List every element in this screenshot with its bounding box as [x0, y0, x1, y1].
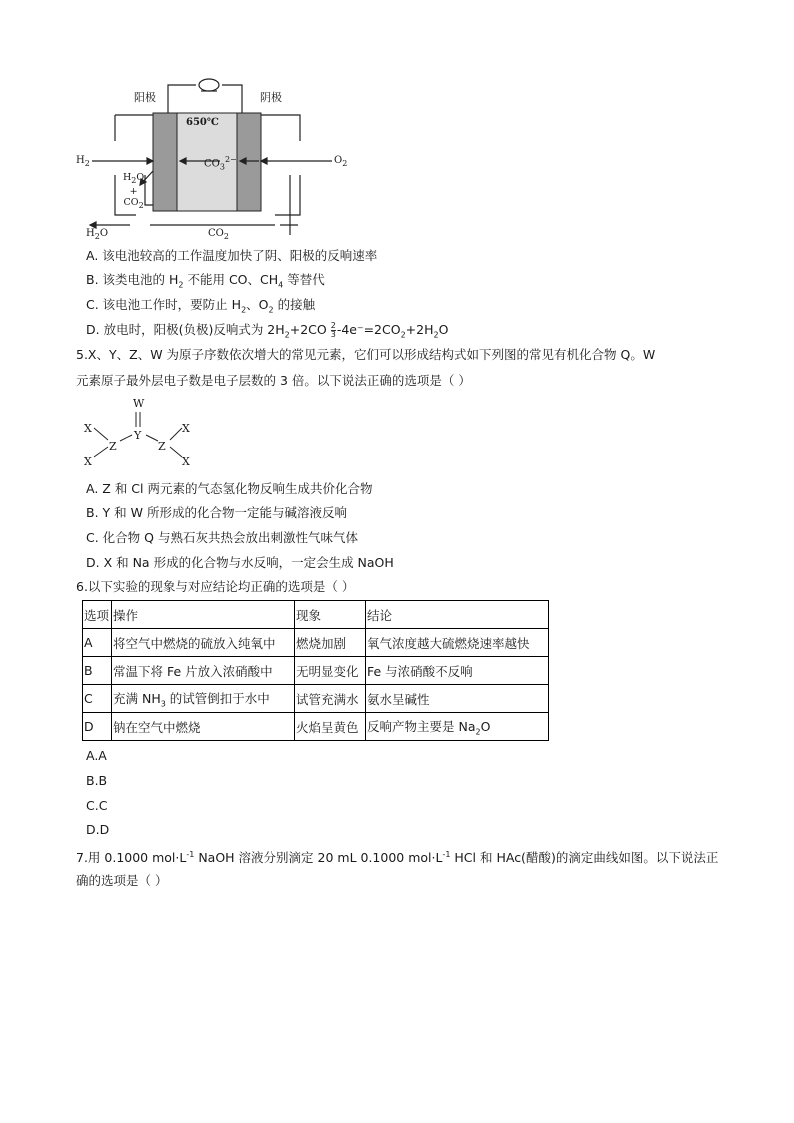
atom-z-left: Z	[109, 440, 117, 453]
temperature-label: 650℃	[186, 117, 219, 128]
q5-option-c: C. 化合物 Q 与熟石灰共热会放出刺激性气味气体	[86, 530, 358, 545]
cathode-label: 阴极	[260, 91, 282, 104]
cell-phenomenon: 试管充满水	[295, 685, 366, 713]
header-conclusion: 结论	[366, 601, 549, 629]
q5-option-a: A. Z 和 Cl 两元素的气态氢化物反响生成共价化合物	[86, 481, 373, 496]
q6-answer-c: C.C	[86, 798, 108, 813]
q5-option-d: D. X 和 Na 形成的化合物与水反响，一定会生成 NaOH	[86, 555, 394, 570]
cell-operation: 钠在空气中燃烧	[112, 713, 295, 741]
q4-option-b: B. 该类电池的 $H_2$ 不能用 CO、$CH_4$ 等替代	[86, 272, 325, 290]
table-row	[83, 685, 549, 713]
header-option: 选项	[83, 601, 112, 629]
atom-x-bottom-left: X	[84, 455, 92, 468]
atom-x-bottom-right: X	[182, 455, 190, 468]
cell-option: B	[83, 657, 112, 685]
table-row	[83, 657, 549, 685]
o2-inlet-label: $O_2$	[334, 155, 348, 168]
q4-option-c: C. 该电池工作时，要防止 $H_2$、$O_2$ 的接触	[86, 297, 316, 315]
atom-y: Y	[134, 429, 142, 442]
q6-stem: 6.以下实验的现象与对应结论均正确的选项是（ ）	[76, 579, 355, 594]
q5-stem-line1: 5.X、Y、Z、W 为原子序数依次增大的常见元素，它们可以形成结构式如下列图的常见有机化合物 Q。W	[76, 347, 656, 362]
external-circuit	[168, 79, 242, 115]
cell-conclusion: 氨水呈碱性	[366, 685, 549, 713]
experiment-table	[82, 600, 549, 741]
q7-stem-line1: 7.用 0.1000 $mol\cdot L^{-1}$ NaOH 溶液分别滴定 20 mL 0.1000 $mol\cdot L^{-1}$ HCl 和 HAc(醋酸)的滴定曲线如图。以下说法正	[76, 850, 719, 866]
q6-answer-a: A.A	[86, 748, 107, 763]
co2-outlet-label: $CO_2$	[208, 228, 229, 241]
table-row	[83, 713, 549, 741]
q4-option-d: D. 放电时，阳极(负极)反响式为 $2H_2+2CO$ $\frac{2}{3}$ $-4e^-=2CO_2+2H_2O$	[86, 321, 449, 340]
cell-conclusion: 氧气浓度越大硫燃烧速率越快	[366, 629, 549, 657]
carbonate-ion-label: $CO_3^{2-}$	[204, 155, 237, 172]
atom-z-right: Z	[158, 440, 166, 453]
anode-label: 阳极	[134, 91, 156, 104]
table-row	[83, 629, 549, 657]
atom-x-top-right: X	[182, 422, 190, 435]
atom-x-top-left: X	[84, 422, 92, 435]
cell-phenomenon: 燃烧加剧	[295, 629, 366, 657]
atom-w: W	[133, 397, 145, 410]
cathode-plate	[237, 113, 261, 211]
q5-stem-line2: 元素原子最外层电子数是电子层数的 3 倍。以下说法正确的选项是（ ）	[76, 373, 471, 388]
header-operation: 操作	[112, 601, 295, 629]
q6-answer-b: B.B	[86, 773, 108, 788]
cell-phenomenon: 火焰呈黄色	[295, 713, 366, 741]
cell-option: C	[83, 685, 112, 713]
cell-operation: 将空气中燃烧的硫放入纯氧中	[112, 629, 295, 657]
cell-conclusion: 反响产物主要是 $Na_2O$	[366, 713, 549, 741]
table-header-row	[83, 601, 549, 629]
cell-option: A	[83, 629, 112, 657]
cell-phenomenon: 无明显变化	[295, 657, 366, 685]
q4-option-a: A. 该电池较高的工作温度加快了阴、阳极的反响速率	[86, 248, 378, 263]
anode-products-label: $H_2O$ + $CO_2$	[123, 172, 145, 210]
cell-operation: 常温下将 Fe 片放入浓硝酸中	[112, 657, 295, 685]
header-phenomenon: 现象	[295, 601, 366, 629]
q6-answer-d: D.D	[86, 822, 110, 837]
h2-inlet-label: $H_2$	[76, 155, 90, 168]
cell-operation: 充满 $NH_3$ 的试管倒扣于水中	[112, 685, 295, 713]
cell-option: D	[83, 713, 112, 741]
q5-option-b: B. Y 和 W 所形成的化合物一定能与碱溶液反响	[86, 505, 347, 520]
h2o-outlet-label: $H_2O$	[86, 228, 109, 241]
anode-plate	[153, 113, 177, 211]
q7-stem-line2: 确的选项是（ ）	[76, 873, 168, 888]
cell-conclusion: Fe 与浓硝酸不反响	[366, 657, 549, 685]
